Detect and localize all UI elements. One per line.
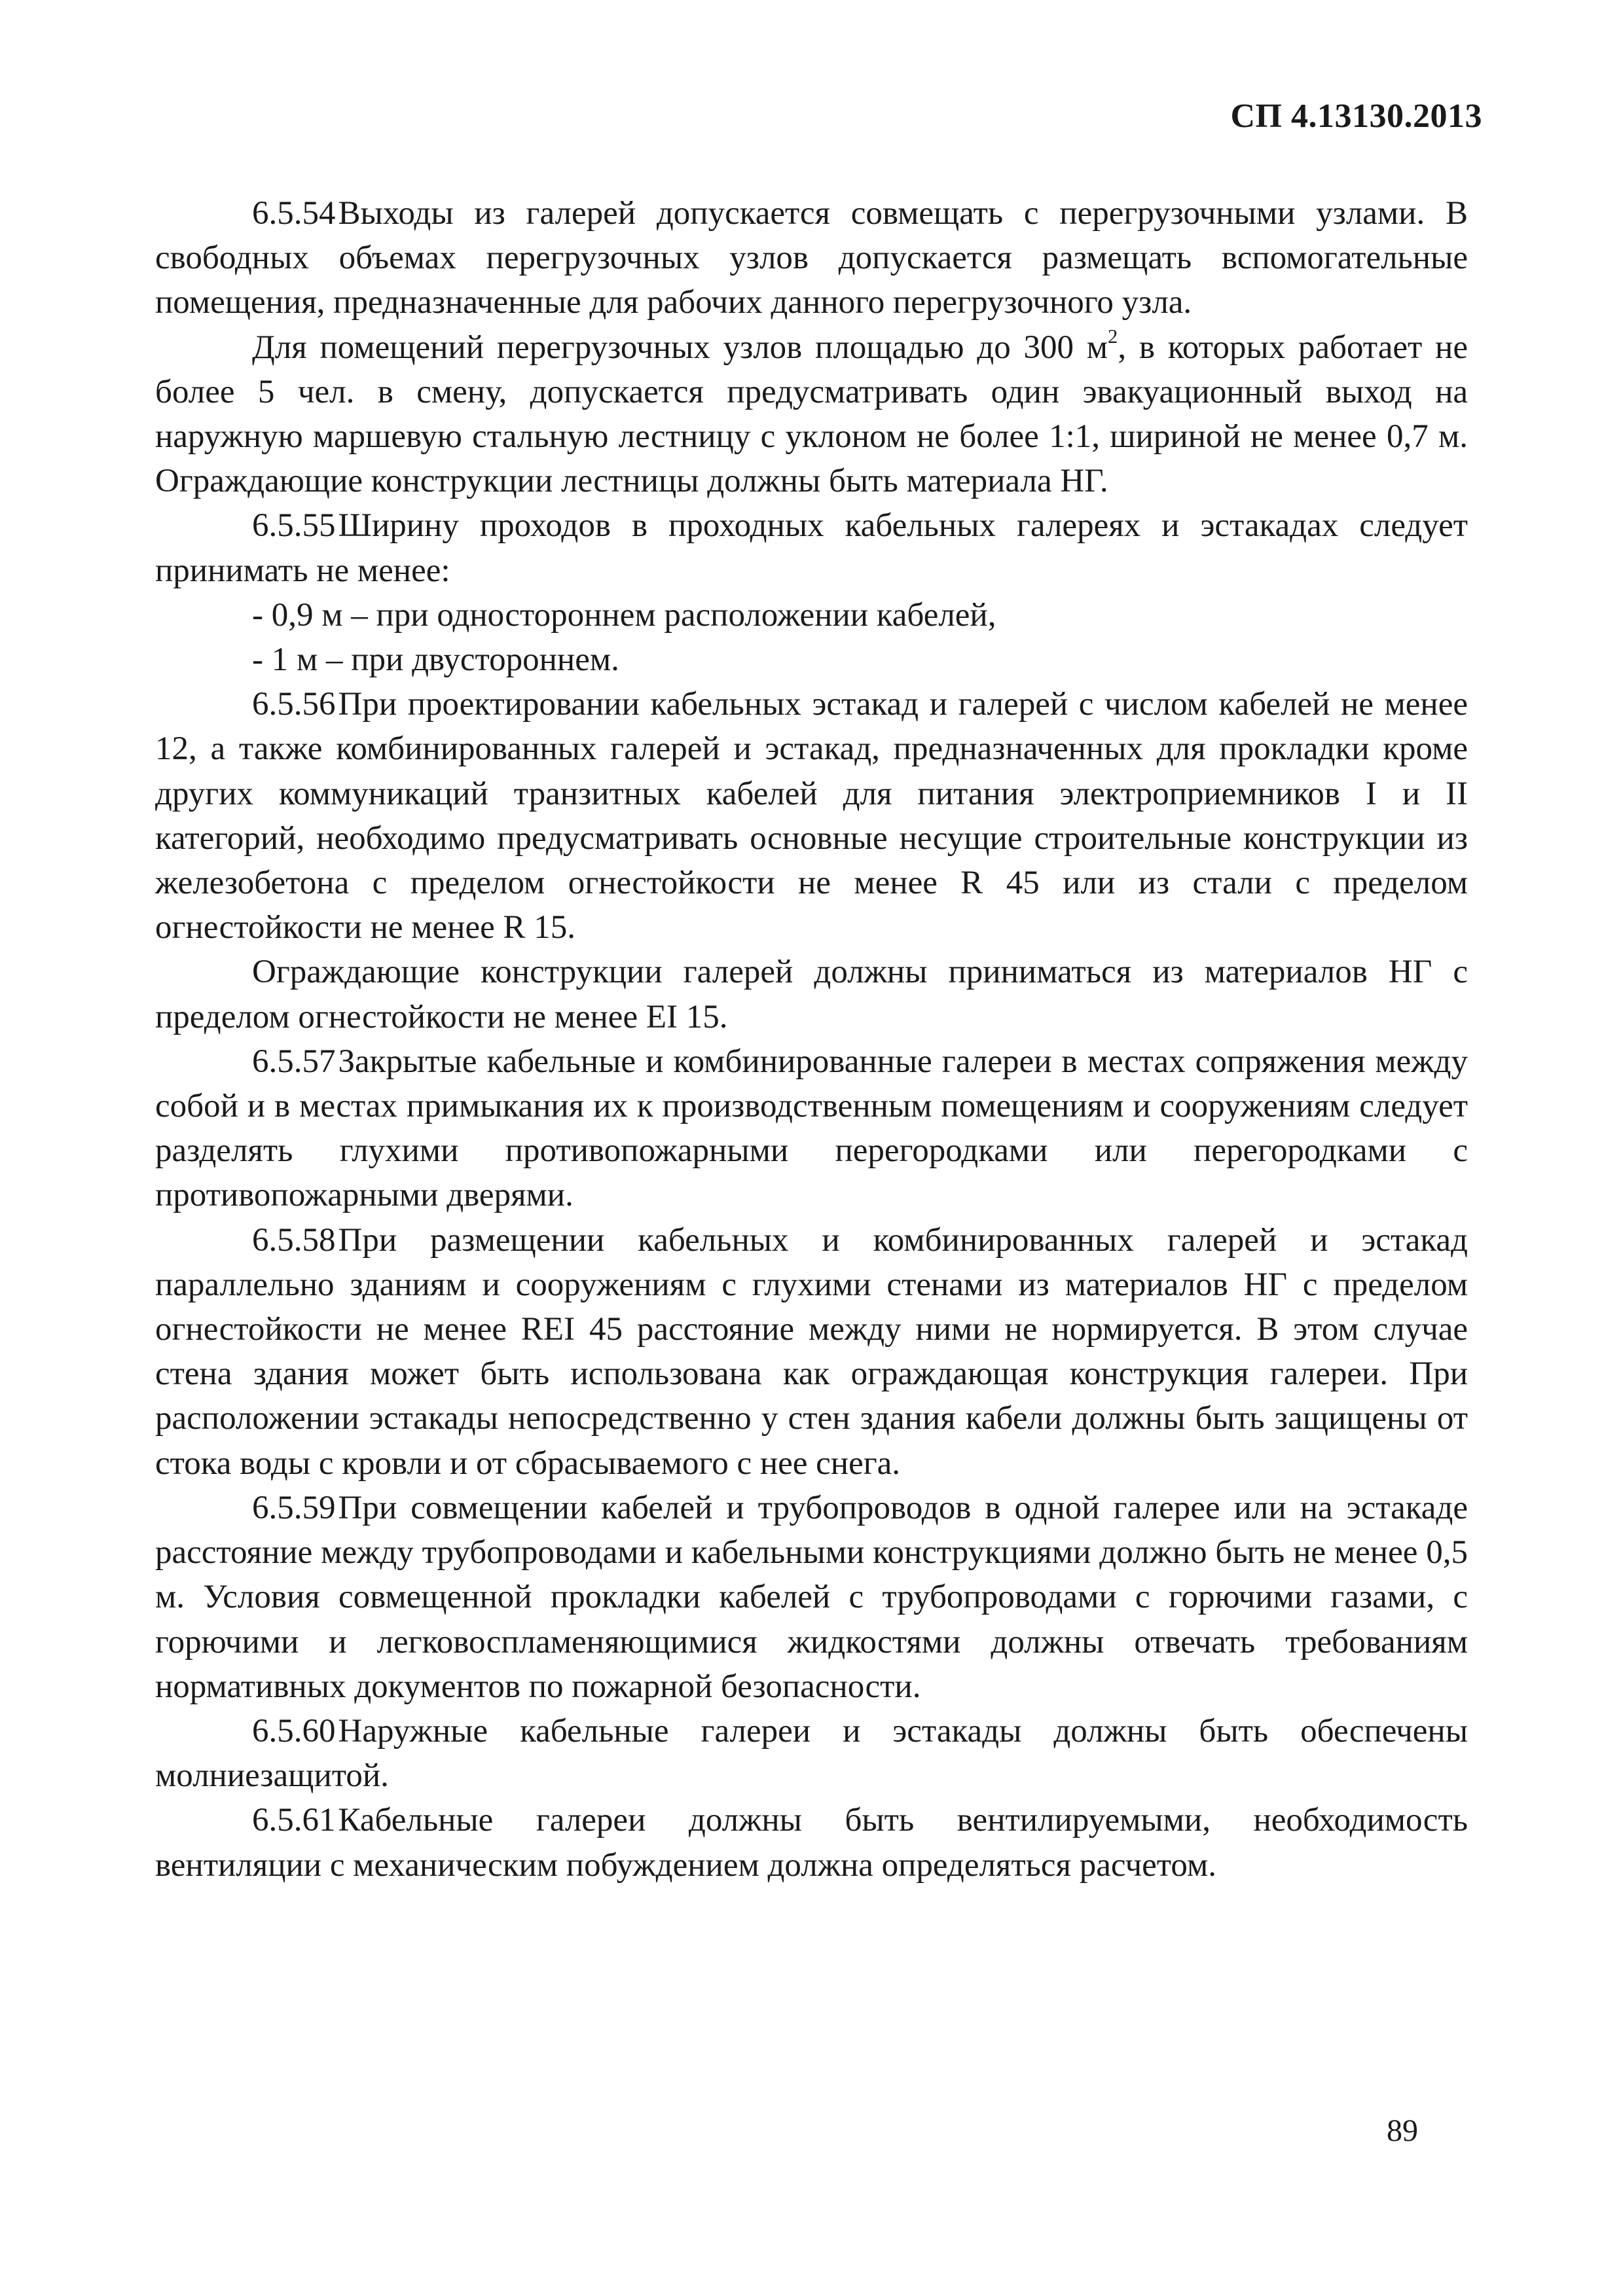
paragraph-6-5-58 xyxy=(155,1218,1468,1486)
paragraph-text: Закрытые кабельные и комбинированные галереи в местах сопряжения между собой и в местах примыкания их к производственным помещениям и сооружениям следует разделять глухими противопожарными перегородками или перегородками с противопожарными дверями. xyxy=(155,1043,1468,1214)
list-item: - 0,9 м – при одностороннем расположении кабелей, xyxy=(252,596,996,634)
paragraph-6-5-61 xyxy=(155,1798,1468,1887)
paragraph-6-5-60 xyxy=(155,1709,1468,1798)
clause-number: 6.5.56 xyxy=(252,686,336,723)
clause-number: 6.5.58 xyxy=(252,1221,336,1259)
clause-number: 6.5.54 xyxy=(252,195,336,232)
paragraph-6-5-55 xyxy=(155,503,1468,592)
paragraph-6-5-57 xyxy=(155,1039,1468,1218)
clause-number: 6.5.59 xyxy=(252,1489,336,1526)
clause-number: 6.5.57 xyxy=(252,1043,336,1080)
paragraph-enclosing-structures xyxy=(155,950,1468,1039)
paragraph-text: Кабельные галереи должны быть вентилируемыми, необходимость вентиляции с механическим побуждением должна определяться расчетом. xyxy=(155,1802,1468,1884)
paragraph-text: Ширину проходов в проходных кабельных галереях и эстакадах следует принимать не менее: xyxy=(155,507,1468,589)
document-code: СП 4.13130.2013 xyxy=(1230,98,1482,135)
paragraph-text: Ограждающие конструкции галерей должны приниматься из материалов НГ с пределом огнестойкости не менее EI 15. xyxy=(155,954,1468,1035)
clause-number: 6.5.60 xyxy=(252,1712,336,1749)
paragraph-text: При проектировании кабельных эстакад и галерей с числом кабелей не менее 12, а также комбинированных галерей и эстакад, предназначенных для прокладки кроме других коммуникаций транзитных кабелей для питания электроприемников I и II категорий, необходимо предусматривать основные несущие строительные конструкции из железобетона с пределом огнестойкости не менее R 45 или из стали с пределом огнестойкости не менее R 15. xyxy=(155,686,1468,946)
clause-number: 6.5.61 xyxy=(252,1802,336,1839)
paragraph-transfer-rooms xyxy=(155,325,1468,504)
paragraph-6-5-54 xyxy=(155,191,1468,325)
paragraph-text: Для помещений перегрузочных узлов площадью до 300 м xyxy=(252,329,1108,366)
paragraph-text: Наружные кабельные галереи и эстакады должны быть обеспечены молниезащитой. xyxy=(155,1712,1468,1795)
document-body xyxy=(155,191,1468,1888)
clause-number: 6.5.55 xyxy=(252,507,336,545)
list-item: - 1 м – при двустороннем. xyxy=(252,641,619,679)
paragraph-text: , в которых работает не более 5 чел. в смену, допускается предусматривать один эвакуационный выход на наружную маршевую стальную лестницу с уклоном не более 1:1, шириной не менее 0,7 м. Ограждающие конструкции лестницы должны быть материала НГ. xyxy=(155,329,1468,500)
paragraph-6-5-56 xyxy=(155,682,1468,950)
paragraph-text: Выходы из галерей допускается совмещать с перегрузочными узлами. В свободных объемах перегрузочных узлов допускается размещать вспомогательные помещения, предназначенные для рабочих данного перегрузочного узла. xyxy=(155,195,1468,321)
superscript: 2 xyxy=(1108,325,1118,348)
paragraph-6-5-59 xyxy=(155,1486,1468,1709)
paragraph-text: При совмещении кабелей и трубопроводов в одной галерее или на эстакаде расстояние между трубопроводами и кабельными конструкциями должно быть не менее 0,5 м. Условия совмещенной прокладки кабелей с трубопроводами с горючими газами, с горючими и легковоспламеняющимися жидкостями должны отвечать требованиям нормативных документов по пожарной безопасности. xyxy=(155,1489,1468,1705)
page-number: 89 xyxy=(1387,2113,1418,2148)
paragraph-text: При размещении кабельных и комбинированных галерей и эстакад параллельно зданиям и сооружениям с глухими стенами из материалов НГ с пределом огнестойкости не менее REI 45 расстояние между ними не нормируется. В этом случае стена здания может быть использована как ограждающая конструкция галереи. При расположении эстакады непосредственно у стен здания кабели должны быть защищены от стока воды с кровли и от сбрасываемого с нее снега. xyxy=(155,1221,1468,1482)
